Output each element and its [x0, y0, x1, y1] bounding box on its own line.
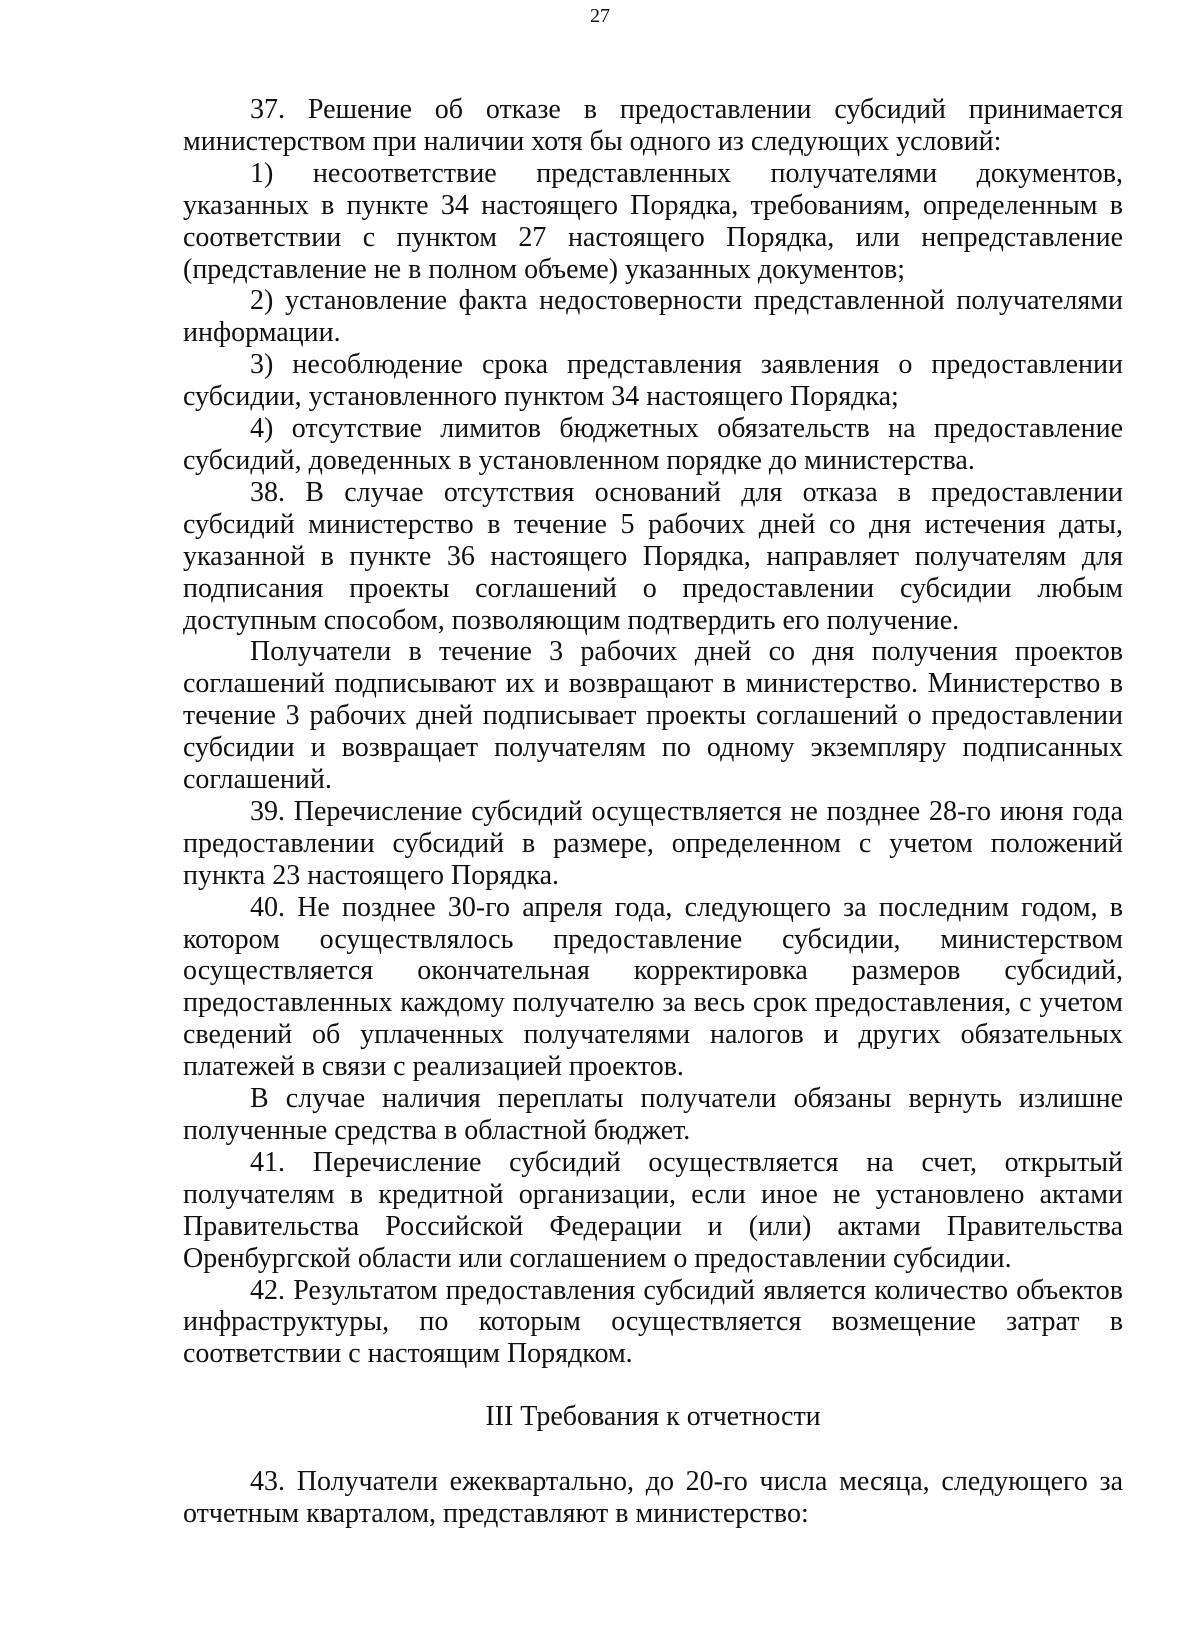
paragraph-38-continued: Получатели в течение 3 рабочих дней со дня получения проектов соглашений подписывают их и возвращают в министерство. Министерство в течение 3 рабочих дней подписывает проекты соглашений о предоставлении субсидии и возвращает получателям по одному экземпляру подписанных соглашений. — [183, 636, 1123, 796]
section-heading: III Требования к отчетности — [485, 1401, 821, 1433]
paragraph-37-item-1: 1) несоответствие представленных получателями документов, указанных в пункте 34 настоящего Порядка, требованиям, определенным в соответствии с пунктом 27 настоящего Порядка, или непредставление (представление не в полном объеме) указанных документов; — [183, 157, 1123, 285]
paragraph-43: 43. Получатели ежеквартально, до 20-го числа месяца, следующего за отчетным кварталом, представляют в министерство: — [183, 1466, 1123, 1530]
paragraph-38: 38. В случае отсутствия оснований для отказа в предоставлении субсидий министерство в течение 5 рабочих дней со дня истечения даты, указанной в пункте 36 настоящего Порядка, направляет получателям для подписания проекты соглашений о предоставлении субсидии любым доступным способом, позволяющим подтвердить его получение. — [183, 476, 1123, 636]
paragraph-41: 41. Перечисление субсидий осуществляется на счет, открытый получателям в кредитной организации, если иное не установлено актами Правительства Российской Федерации и (или) актами Правительства Оренбургской области или соглашением о предоставлении субсидии. — [183, 1146, 1123, 1274]
paragraph-37-item-4: 4) отсутствие лимитов бюджетных обязательств на предоставление субсидий, доведенных в установленном порядке до министерства. — [183, 413, 1123, 476]
paragraph-39: 39. Перечисление субсидий осуществляется не позднее 28-го июня года предоставлении субсидий в размере, определенном с учетом положений пункта 23 настоящего Порядка. — [183, 795, 1123, 891]
paragraph-37: 37. Решение об отказе в предоставлении субсидий принимается министерством при наличии хотя бы одного из следующих условий: — [183, 94, 1123, 157]
page-number: 27 — [590, 5, 610, 27]
paragraph-42: 42. Результатом предоставления субсидий является количество объектов инфраструктуры, по которым осуществляется возмещение затрат в соответствии с настоящим Порядком. — [183, 1274, 1123, 1370]
paragraph-37-item-3: 3) несоблюдение срока представления заявления о предоставлении субсидии, установленного пунктом 34 настоящего Порядка; — [183, 349, 1123, 413]
paragraph-40: 40. Не позднее 30-го апреля года, следующего за последним годом, в котором осуществлялось предоставление субсидии, министерством осуществляется окончательная корректировка размеров субсидий, предоставленных каждому получателю за весь срок предоставления, с учетом сведений об уплаченных получателями налогов и других обязательных платежей в связи с реализацией проектов. — [183, 891, 1123, 1083]
document-body — [183, 94, 1123, 1530]
paragraph-37-item-2: 2) установление факта недостоверности представленной получателями информации. — [183, 285, 1123, 349]
paragraph-40-continued: В случае наличия переплаты получатели обязаны вернуть излишне полученные средства в областной бюджет. — [183, 1083, 1123, 1146]
